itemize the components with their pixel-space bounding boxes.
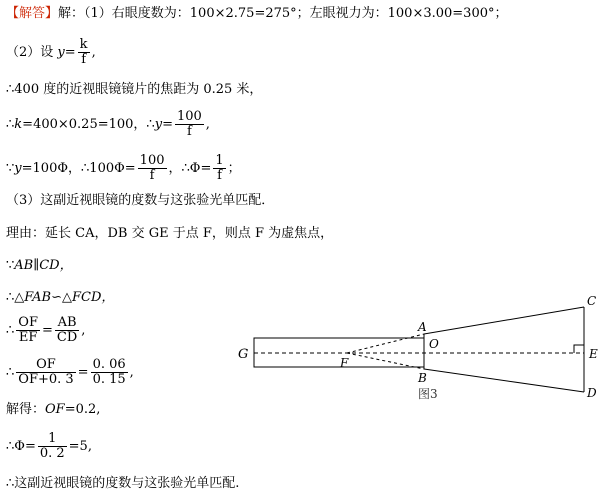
fraction-1-f [213, 154, 225, 183]
answer-line-9 [6, 290, 114, 306]
numerator: 1 [215, 153, 224, 168]
denominator: f [149, 168, 155, 183]
text: =5, [68, 439, 92, 454]
var-y: y [154, 117, 163, 132]
therefore-symbol: ∴ [6, 365, 15, 380]
var-of: OF [45, 402, 65, 417]
answer-line-14 [6, 476, 239, 492]
denominator: 0. 2 [39, 446, 65, 461]
therefore-symbol: ∴ [6, 290, 15, 305]
label-o: O [429, 337, 439, 351]
text: （3）这副近视眼镜的度数与这张验光单匹配． [6, 193, 275, 208]
line-ac [424, 307, 584, 334]
text: = [77, 365, 89, 380]
fraction-ab-cd [55, 316, 79, 345]
text: = [64, 45, 76, 60]
because-symbol: ∵ [6, 258, 15, 273]
numerator: OF [16, 358, 75, 373]
text: 400 度的近视眼镜镜片的焦距为 0.25 米， [14, 82, 263, 97]
text: , [205, 117, 210, 132]
text: 理由：延长 CA，DB 交 GE 于点 F，则点 F 为虚焦点， [6, 226, 334, 241]
ext-fa [347, 334, 424, 353]
fraction-of-ofplus [16, 358, 75, 387]
answer-line-10 [6, 316, 85, 345]
therefore-symbol: ∴ [6, 476, 15, 491]
label-c: C [587, 294, 597, 308]
answer-line-7 [6, 226, 333, 242]
therefore-symbol: ∴ [6, 323, 15, 338]
fraction-1-02 [38, 432, 67, 461]
right-angle-mark [574, 345, 584, 353]
answer-line-3 [6, 82, 262, 98]
answer-line-4 [6, 110, 210, 139]
denominator: 0. 15 [92, 372, 126, 387]
because-symbol: ∵ [6, 161, 15, 176]
figure-caption: 图3 [418, 387, 438, 401]
text: = [162, 117, 173, 132]
numerator: k [79, 37, 88, 52]
numerator: OF [18, 315, 38, 330]
text: 这副近视眼镜的度数与这张验光单匹配. [14, 476, 240, 491]
answer-line-13 [6, 432, 92, 461]
fraction-k-f [78, 38, 90, 67]
answer-line-6 [6, 193, 274, 209]
numerator: 100 [176, 109, 202, 124]
text: = [41, 323, 53, 338]
var-y: y [57, 45, 65, 60]
answer-tag: 【解答】 [6, 6, 59, 21]
fraction-100-f [175, 110, 204, 139]
text: Φ= [189, 161, 212, 176]
text: =100Φ， [21, 161, 82, 176]
answer-line-5 [6, 154, 241, 183]
label-a: A [418, 320, 427, 334]
answer-line-12 [6, 402, 100, 418]
numerator: 1 [38, 432, 67, 447]
answer-line-11 [6, 358, 134, 387]
fraction-006-015 [91, 358, 128, 387]
numerator: 0. 06 [92, 357, 126, 372]
text: =400×0.25=100， [22, 117, 147, 132]
figure-3-diagram [232, 290, 612, 410]
fraction-of-ef [16, 316, 40, 345]
label-b: B [418, 371, 427, 385]
denominator: OF+0. 3 [18, 372, 74, 387]
text: AB∥CD， [14, 258, 73, 273]
denominator: f [186, 124, 192, 139]
answer-line-1 [6, 6, 508, 22]
label-d: D [587, 386, 597, 400]
denominator: CD [56, 330, 78, 345]
answer-line-2 [6, 38, 96, 67]
text: , [81, 323, 86, 338]
text: , [91, 45, 96, 60]
denominator: EF [18, 330, 38, 345]
label-g: G [238, 347, 249, 362]
text: 100Φ= [89, 161, 136, 176]
text: △FAB∽△FCD， [14, 290, 115, 305]
denominator: f [81, 52, 87, 67]
answer-line-8 [6, 258, 73, 274]
therefore-symbol: ∴ [146, 117, 155, 132]
text: ， [168, 161, 182, 176]
therefore-symbol: ∴ [6, 439, 15, 454]
text: ； [227, 161, 241, 176]
text: 解得： [6, 402, 46, 417]
therefore-symbol: ∴ [6, 117, 15, 132]
text: , [129, 365, 134, 380]
line-bd [424, 369, 584, 392]
denominator: f [217, 168, 222, 183]
text: Φ= [14, 439, 36, 454]
text: =0.2, [64, 402, 101, 417]
therefore-symbol: ∴ [6, 82, 15, 97]
therefore-symbol: ∴ [181, 161, 190, 176]
answer-part1: 解：（1）右眼度数为：100×2.75=275°；左眼视力为：100×3.00=300°； [58, 6, 508, 21]
var-y: y [14, 161, 22, 176]
numerator: AB [55, 316, 79, 331]
var-k: k [14, 117, 23, 132]
label-f: F [340, 356, 349, 370]
numerator: 100 [139, 153, 165, 168]
therefore-symbol: ∴ [81, 161, 90, 176]
text: （2）设 [6, 45, 58, 60]
label-e: E [589, 347, 598, 361]
fraction-100-f [138, 154, 167, 183]
